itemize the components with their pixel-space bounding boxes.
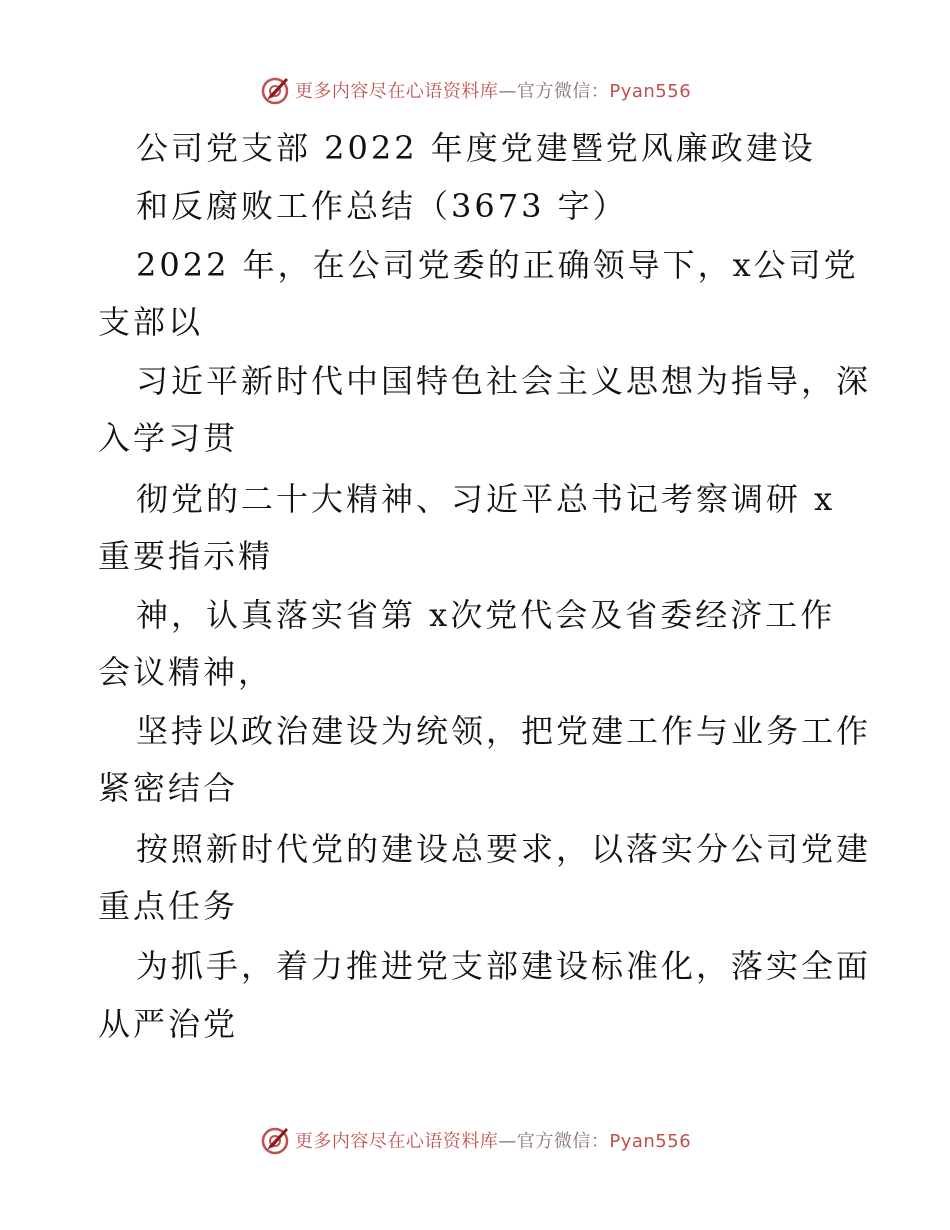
banner-text (295, 1127, 691, 1153)
body-line: 重点任务 (98, 887, 239, 925)
banner-wechat-id: Pyan556 (609, 81, 692, 102)
body-line: 会议精神， (98, 653, 274, 691)
body-line: 坚持以政治建设为统领，把党建工作与业务工作 (136, 712, 872, 750)
body-line: 按照新时代党的建设总要求，以落实分公司党建 (136, 830, 872, 868)
body-line: 彻党的二十大精神、习近平总书记考察调研 x (136, 480, 836, 518)
banner-main-text: 更多内容尽在心语资料库 (294, 81, 499, 102)
quill-circle-icon (259, 1124, 291, 1156)
banner-main-text: 更多内容尽在心语资料库 (294, 1131, 499, 1152)
body-line: 支部以 (98, 303, 204, 341)
banner-wechat-label: 官方微信： (516, 81, 610, 102)
banner-dash: — (498, 1131, 517, 1152)
document-title-line-1: 公司党支部 2022 年度党建暨党风廉政建设 (136, 129, 816, 167)
banner-wechat-label: 官方微信： (516, 1131, 610, 1152)
body-line: 习近平新时代中国特色社会主义思想为指导，深 (136, 362, 872, 400)
body-line: 为抓手，着力推进党支部建设标准化，落实全面 (136, 947, 872, 985)
banner-wechat-id: Pyan556 (609, 1131, 692, 1152)
footer-banner (0, 1120, 950, 1160)
document-title-line-2: 和反腐败工作总结（3673 字） (136, 187, 628, 225)
banner-dash: — (498, 81, 517, 102)
body-line: 紧密结合 (98, 769, 239, 807)
body-line: 神，认真落实省第 x次党代会及省委经济工作 (136, 596, 836, 634)
body-line: 2022 年，在公司党委的正确领导下，x公司党 (136, 246, 859, 284)
body-line: 从严治党 (98, 1005, 239, 1043)
body-line: 重要指示精 (98, 537, 274, 575)
body-line: 入学习贯 (98, 419, 239, 457)
